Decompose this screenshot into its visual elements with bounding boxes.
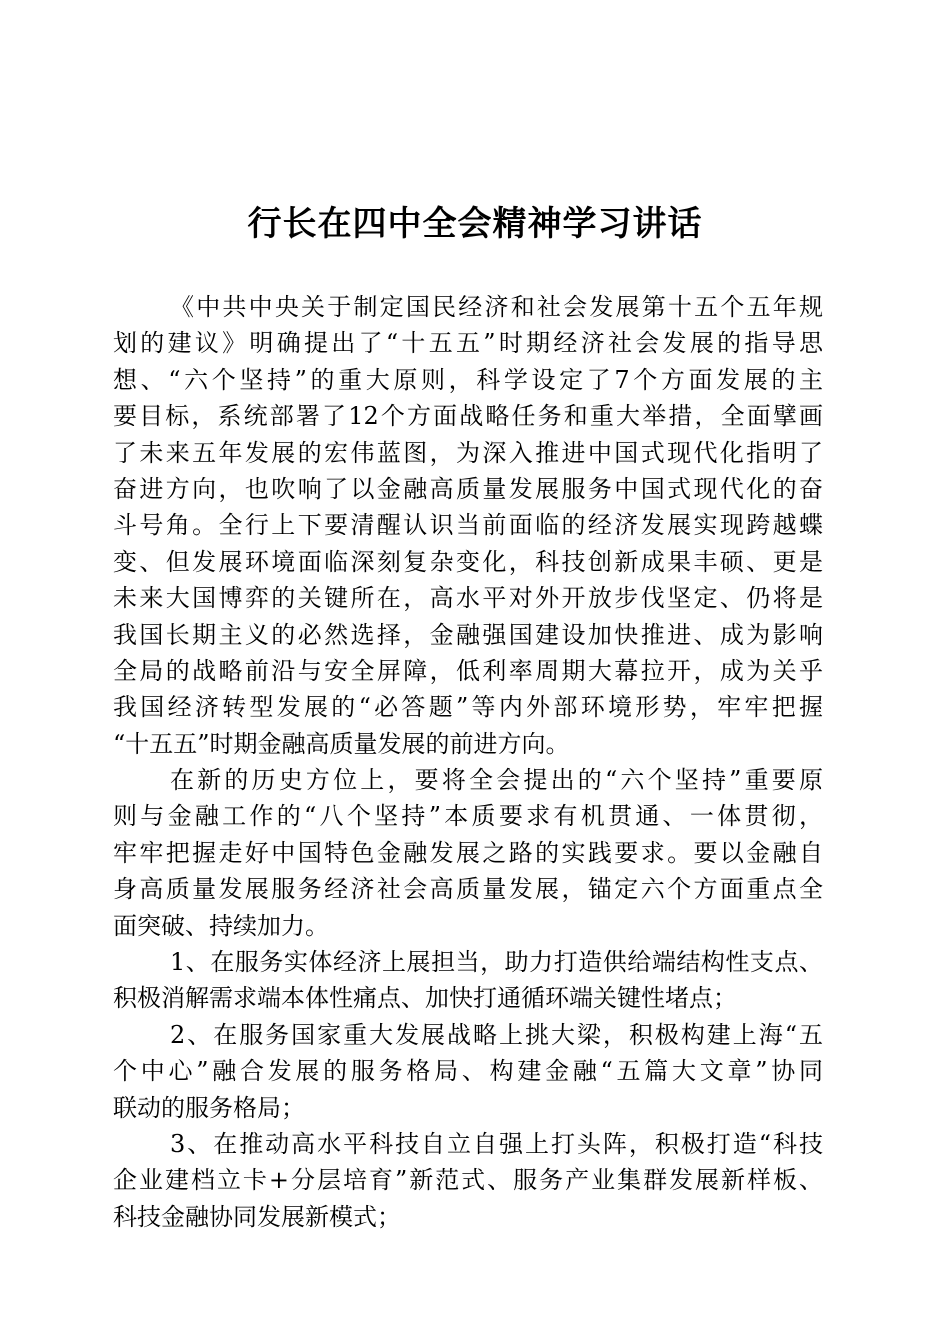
paragraph-line: 我国经济转型发展的“必答题”等内外部环境形势，牢牢把握 xyxy=(113,693,823,722)
paragraph-line: 未来大国博弈的关键所在，高水平对外开放步伐坚定、仍将是 xyxy=(113,584,823,613)
paragraph-line: 《中共中央关于制定国民经济和社会发展第十五个五年规 xyxy=(170,293,823,321)
paragraph xyxy=(113,289,823,762)
paragraph-line: 全局的战略前沿与安全屏障，低利率周期大幕拉开，成为关乎 xyxy=(113,656,823,685)
paragraph-line: 个中心”融合发展的服务格局、构建金融“五篇大文章”协同 xyxy=(113,1057,823,1086)
paragraph xyxy=(113,1017,823,1126)
paragraph-line: 牢牢把握走好中国特色金融发展之路的实践要求。要以金融自 xyxy=(113,838,823,867)
paragraph-line: 在新的历史方位上，要将全会提出的“六个坚持”重要原 xyxy=(170,766,823,795)
paragraph-line: 奋进方向，也吹响了以金融高质量发展服务中国式现代化的奋 xyxy=(113,474,823,503)
paragraph-line: 身高质量发展服务经济社会高质量发展，锚定六个方面重点全 xyxy=(113,875,823,904)
paragraph xyxy=(113,1126,823,1235)
paragraph xyxy=(113,944,823,1017)
document-body xyxy=(113,289,823,1235)
paragraph-line: 面突破、持续加力。 xyxy=(113,911,329,940)
paragraph-line: 划的建议》明确提出了“十五五”时期经济社会发展的指导思 xyxy=(113,329,823,358)
paragraph-line: 3、在推动高水平科技自立自强上打头阵，积极打造“科技 xyxy=(170,1129,823,1158)
paragraph-line: 我国长期主义的必然选择，金融强国建设加快推进、成为影响 xyxy=(113,620,823,649)
paragraph-line: 变、但发展环境面临深刻复杂变化，科技创新成果丰硕、更是 xyxy=(113,547,823,576)
paragraph-line: 企业建档立卡+分层培育”新范式、服务产业集群发展新样板、 xyxy=(113,1166,823,1195)
document-title: 行长在四中全会精神学习讲话 xyxy=(247,204,703,244)
paragraph-line: 2、在服务国家重大发展战略上挑大梁，积极构建上海“五 xyxy=(170,1020,823,1049)
paragraph-line: 联动的服务格局； xyxy=(113,1093,305,1122)
paragraph-line: 则与金融工作的“八个坚持”本质要求有机贯通、一体贯彻， xyxy=(113,802,823,831)
paragraph-line: 要目标，系统部署了12个方面战略任务和重大举措，全面擘画 xyxy=(113,402,823,431)
paragraph-line: 积极消解需求端本体性痛点、加快打通循环端关键性堵点； xyxy=(113,984,737,1013)
paragraph-line: “十五五”时期金融高质量发展的前进方向。 xyxy=(113,729,570,758)
paragraph-line: 斗号角。全行上下要清醒认识当前面临的经济发展实现跨越蝶 xyxy=(113,511,823,540)
paragraph-line: 科技金融协同发展新模式； xyxy=(113,1202,401,1231)
paragraph xyxy=(113,762,823,944)
paragraph-line: 了未来五年发展的宏伟蓝图，为深入推进中国式现代化指明了 xyxy=(113,438,823,467)
paragraph-line: 1、在服务实体经济上展担当，助力打造供给端结构性支点、 xyxy=(170,948,823,977)
paragraph-line: 想、“六个坚持”的重大原则，科学设定了7个方面发展的主 xyxy=(113,365,823,394)
